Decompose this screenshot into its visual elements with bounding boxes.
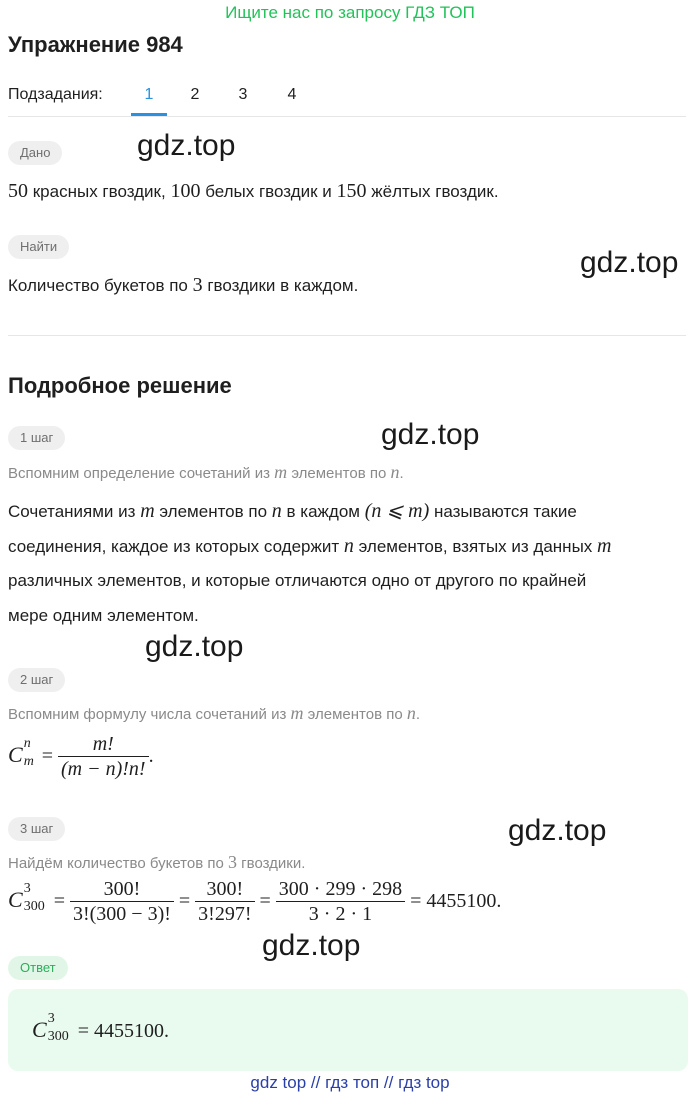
step-3-badge: 3 шаг [8,817,65,841]
step-1-badge: 1 шаг [8,426,65,450]
find-badge: Найти [8,235,69,259]
tab-subtask-1[interactable]: 1 [144,86,154,103]
tab-subtask-3[interactable]: 3 [238,86,248,103]
solution-heading: Подробное решение [8,373,232,398]
given-text: 50 красных гвоздик, 100 белых гвоздик и 150 жёлтых гвоздик. [8,180,499,202]
watermark: gdz.top [381,418,480,451]
watermark: gdz.top [262,929,361,962]
tab-subtask-2[interactable]: 2 [190,86,200,103]
step-1-line-4: мере одним элементом. [8,606,199,625]
find-text: Количество букетов по 3 гвоздики в каждом. [8,274,359,296]
watermark: gdz.top [145,630,244,663]
combination-formula: C n m = $\frac{m!}{(m - n)!n!}$ . [8,733,154,780]
watermark: gdz.top [508,814,607,847]
tab-subtask-4[interactable]: 4 [287,86,297,103]
step-1-line-3: различных элементов, и которые отличаются одно от другого по крайней [8,571,587,590]
step-1-line-2: соединения, каждое из которых содержит n элементов, взятых из данных m [8,535,612,557]
calculation-formula: C 3 300 = $\frac{300!}{3!(300 - 3)!}$ = $\frac{300!}{3!297!}$ = $\frac{300 \cdot 299 \cdot 298}{3 \cdot 2 \cdot 1}$ = 4455100. [8,878,502,925]
subtasks-label: Подзадания: [8,86,103,103]
divider [8,116,686,117]
step-2-hint: Вспомним формулу числа сочетаний из m элементов по n. [8,703,421,723]
promo-banner: Ищите нас по запросу ГДЗ ТОП [225,3,475,22]
page-title: Упражнение 984 [8,32,183,57]
watermark: gdz.top [137,129,236,162]
step-1-line-1: Сочетаниями из m элементов по n в каждом (n ⩽ m) называются такие [8,500,577,522]
footer-links: gdz top // гдз топ // гдз top [250,1073,450,1092]
given-badge: Дано [8,141,62,165]
step-3-hint: Найдём количество букетов по 3 гвоздики. [8,852,306,872]
answer-badge: Ответ [8,956,68,980]
divider [8,335,686,336]
step-1-hint: Вспомним определение сочетаний из m элементов по n. [8,462,404,482]
step-2-badge: 2 шаг [8,668,65,692]
answer-formula: C 3 300 = 4455100. [32,1011,169,1044]
watermark: gdz.top [580,246,679,279]
